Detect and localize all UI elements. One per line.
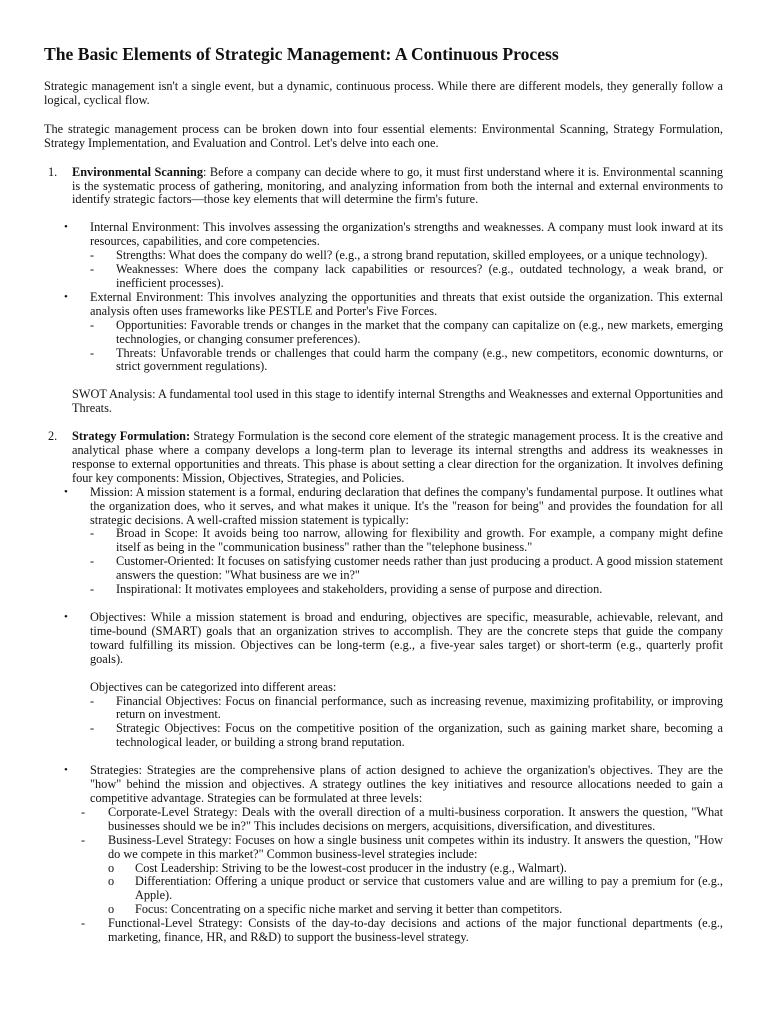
dash-marker: - [81, 804, 86, 819]
bullet-text: External Environment: This involves analyzing the opportunities and threats that exist outside the organization. This external analysis often uses frameworks like PESTLE and Porter's Five Forces. [90, 289, 723, 318]
section-environmental-scanning [44, 166, 723, 208]
bullet-marker: • [64, 221, 68, 234]
list-item-strengths [90, 249, 723, 263]
section-text [72, 166, 723, 208]
list-item-threats [90, 347, 723, 375]
document-page [44, 44, 723, 945]
bullet-text: Internal Environment: This involves assessing the organization's strengths and weaknesses. A company must look inward at its resources, capabilities, and core competencies. [90, 220, 723, 249]
list-item-text: Strengths: What does the company do well? (e.g., a strong brand reputation, skilled employees, or a unique technology). [116, 248, 708, 263]
sub-item-cost-leadership [108, 862, 723, 876]
list-item-financial-objectives [90, 695, 723, 723]
list-item-text: Threats: Unfavorable trends or challenges that could harm the company (e.g., new competitors, economic downturns, or strict government regulations). [116, 345, 723, 374]
bullet-marker: • [64, 290, 68, 303]
section-strategy-formulation [44, 430, 723, 486]
dash-marker: - [90, 554, 95, 569]
list-item-corporate-level [81, 806, 723, 834]
bullet-internal-environment [64, 221, 723, 249]
bullet-objectives [64, 611, 723, 667]
swot-paragraph: SWOT Analysis: A fundamental tool used in this stage to identify internal Strengths and Weaknesses and external Opportunities and Threats. [72, 387, 723, 416]
list-item-opportunities [90, 319, 723, 347]
sub-item-differentiation [108, 875, 723, 903]
list-item-text: Strategic Objectives: Focus on the competitive position of the organization, such as gaining market share, becoming a technological leader, or building a strong brand reputation. [116, 721, 723, 750]
dash-marker: - [90, 582, 95, 597]
list-item-customer-oriented [90, 555, 723, 583]
sub-item-text: Differentiation: Offering a unique product or service that customers value and are willing to pay a premium for (e.g., Apple). [135, 874, 723, 903]
bullet-mission [64, 486, 723, 528]
sub-item-text: Focus: Concentrating on a specific niche market and serving it better than competitors. [135, 902, 563, 917]
list-item-text: Opportunities: Favorable trends or changes in the market that the company can capitalize on (e.g., new markets, emerging technologies, or changing consumer preferences). [116, 317, 723, 346]
list-item-broad-in-scope [90, 527, 723, 555]
dash-marker: - [90, 262, 95, 277]
document-title: The Basic Elements of Strategic Management: A Continuous Process [44, 44, 559, 64]
section-description: : Before a company can decide where to go, it must first understand where it is. Environmental scanning is the systematic process of gathering, monitoring, and analyzing information from both the internal and external environments to identify strategic factors—those key elements that will determine the firm's future. [72, 164, 723, 207]
list-item-text: Weaknesses: Where does the company lack capabilities or resources? (e.g., outdated technology, a weak brand, or inefficient processes). [116, 262, 723, 290]
section-text [72, 430, 723, 486]
sub-item-focus [108, 903, 723, 917]
list-item-strategic-objectives [90, 722, 723, 750]
dash-marker: - [90, 526, 95, 541]
dash-marker: - [81, 916, 86, 931]
list-item-text: Financial Objectives: Focus on financial performance, such as increasing revenue, maximizing profitability, or improving return on investment. [116, 693, 723, 722]
list-item-weaknesses [90, 263, 723, 291]
bullet-strategies [64, 764, 723, 806]
list-item-business-level [81, 834, 723, 862]
list-item-inspirational [90, 583, 723, 597]
section-number: 1. [48, 164, 58, 179]
objectives-lead: Objectives can be categorized into different areas: [90, 679, 337, 694]
dash-marker: - [90, 248, 95, 263]
list-item-text: Business-Level Strategy: Focuses on how a single business unit competes within its industry. It answers the question, "How do we compete in this market?" Common business-level strategies include: [108, 832, 723, 861]
dash-marker: - [90, 345, 95, 360]
bullet-text: Strategies: Strategies are the comprehensive plans of action designed to achieve the organization's objectives. They are the "how" behind the mission and objectives. A strategy outlines the key initiatives and resource allocations needed to gain a competitive advantage. Strategies can be formulated at three levels: [90, 763, 723, 805]
section-number: 2. [48, 429, 58, 444]
section-heading: Strategy Formulation: [72, 429, 191, 444]
list-item-text: Customer-Oriented: It focuses on satisfying customer needs rather than just producing a product. A good mission statement answers the question: "What business are we in?" [116, 554, 723, 583]
dash-marker: - [81, 832, 86, 847]
section-description: Strategy Formulation is the second core element of the strategic management process. It is the creative and analytical phase where a company develops a long-term plan to leverage its internal strengths and address its weaknesses in response to external opportunities and threats. This phase is about setting a clear direction for the organization. It involves defining four key components: Mission, Objectives, Strategies, and Policies. [72, 429, 723, 485]
bullet-text: Objectives: While a mission statement is broad and enduring, objectives are specific, measurable, achievable, relevant, and time-bound (SMART) goals that an organization strives to accomplish. They are the concrete steps that guide the company toward fulfilling its mission. Objectives can be long-term (e.g., a five-year sales target) or short-term (e.g., quarterly profit goals). [90, 610, 723, 666]
bullet-marker: • [64, 485, 68, 498]
list-item-text: Inspirational: It motivates employees and stakeholders, providing a sense of purpose and direction. [116, 582, 603, 597]
bullet-external-environment [64, 291, 723, 319]
intro-paragraph-1: Strategic management isn't a single event, but a dynamic, continuous process. While there are different models, they generally follow a logical, cyclical flow. [44, 79, 723, 107]
dash-marker: - [90, 721, 95, 736]
intro-paragraph-2: The strategic management process can be broken down into four essential elements: Environmental Scanning, Strategy Formulation, Strategy Implementation, and Evaluation and Control. Let's delve into each one. [44, 121, 723, 150]
dash-marker: - [90, 693, 95, 708]
bullet-marker: • [64, 611, 68, 623]
list-item-functional-level [81, 917, 723, 945]
sub-marker: o [108, 860, 115, 875]
bullet-text: Mission: A mission statement is a formal, enduring declaration that defines the company's fundamental purpose. It outlines what the organization does, who it serves, and what makes it unique. It's the "reason for being" and provides the foundation for all strategic decisions. A well-crafted mission statement is typically: [90, 484, 723, 527]
list-item-text: Broad in Scope: It avoids being too narrow, allowing for flexibility and growth. For example, a company might define itself as being in the "communication business" rather than the "telephone business." [116, 526, 723, 555]
sub-item-text: Cost Leadership: Striving to be the lowest-cost producer in the industry (e.g., Walmart). [135, 860, 567, 875]
list-item-text: Functional-Level Strategy: Consists of the day-to-day decisions and actions of the major functional departments (e.g., marketing, finance, HR, and R&D) to support the business-level strategy. [108, 916, 723, 945]
list-item-text: Corporate-Level Strategy: Deals with the overall direction of a multi-business corporation. It answers the question, "What businesses should we be in?" This includes decisions on mergers, acquisitions, diversification, and divestitures. [108, 804, 723, 833]
section-heading: Environmental Scanning [72, 164, 204, 179]
sub-marker: o [108, 902, 115, 917]
bullet-marker: • [64, 764, 68, 777]
dash-marker: - [90, 317, 95, 332]
sub-marker: o [108, 874, 115, 889]
